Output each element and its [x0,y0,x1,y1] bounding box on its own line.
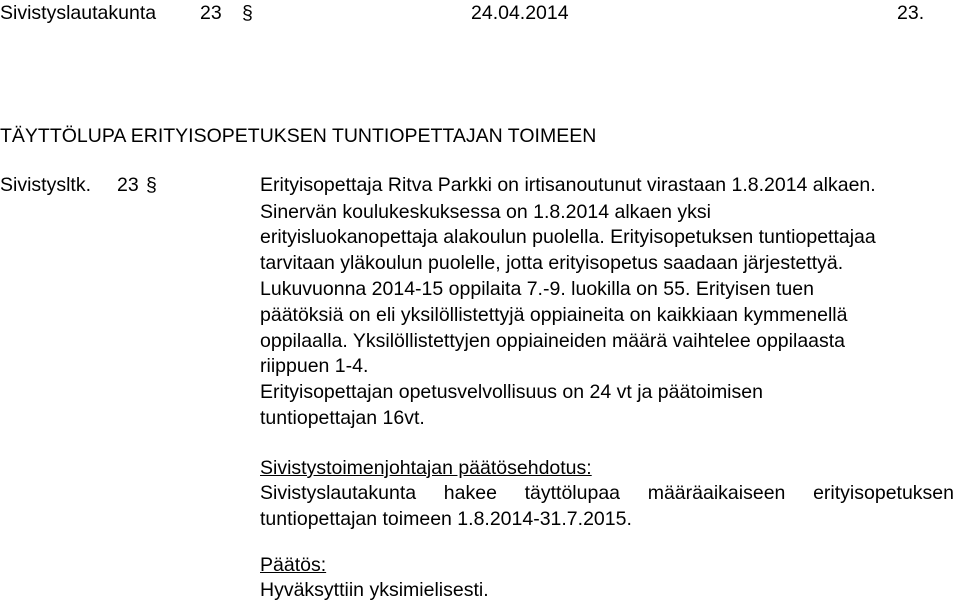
section-sign-icon: § [242,2,253,24]
body-line: tarvitaan yläkoulun puolelle, jotta erityisopetus saadaan järjestettyä. [260,252,844,274]
decision-text: Hyväksyttiin yksimielisesti. [260,579,489,601]
proposal-heading: Sivistystoimenjohtajan päätösehdotus: [260,457,592,479]
reference-body: Sivistysltk. [0,174,92,196]
header-page-ref: 23. [897,2,925,24]
body-line: oppilaalla. Yksilöllistettyjen oppiaineiden määrä vaihtelee oppilaasta [260,330,846,352]
body-line: Lukuvuonna 2014-15 oppilaita 7.-9. luokilla on 55. Erityisen tuen [260,278,814,300]
header-org: Sivistyslautakunta [0,2,157,24]
proposal-line: tuntiopettajan toimeen 1.8.2014-31.7.2015. [260,508,632,530]
body-line: erityisluokanopettaja alakoulun puolella. Erityisopetuksen tuntiopettajaa [260,226,876,248]
body-line: Sinervän koulukeskuksessa on 1.8.2014 alkaen yksi [260,201,711,223]
body-line: tuntiopettajan 16vt. [260,407,425,429]
body-line: päätöksiä on eli yksilöllistettyjä oppiaineita on kaikkiaan kymmenellä [260,304,848,326]
reference-number: 23 [117,174,139,196]
proposal-line: Sivistyslautakunta hakee täyttölupaa määräaikaiseen erityisopetuksen [260,482,954,504]
header-date: 24.04.2014 [471,2,569,24]
header-section-number: 23 [200,2,222,24]
body-line: Erityisopettajan opetusvelvollisuus on 24 vt ja päätoimisen [260,381,763,403]
section-sign-icon: § [146,174,157,196]
decision-heading: Päätös: [260,554,327,576]
body-line: Erityisopettaja Ritva Parkki on irtisanoutunut virastaan 1.8.2014 alkaen. [260,174,876,196]
document-title: TÄYTTÖLUPA ERITYISOPETUKSEN TUNTIOPETTAJAN TOIMEEN [0,125,597,147]
body-line: riippuen 1-4. [260,355,369,377]
